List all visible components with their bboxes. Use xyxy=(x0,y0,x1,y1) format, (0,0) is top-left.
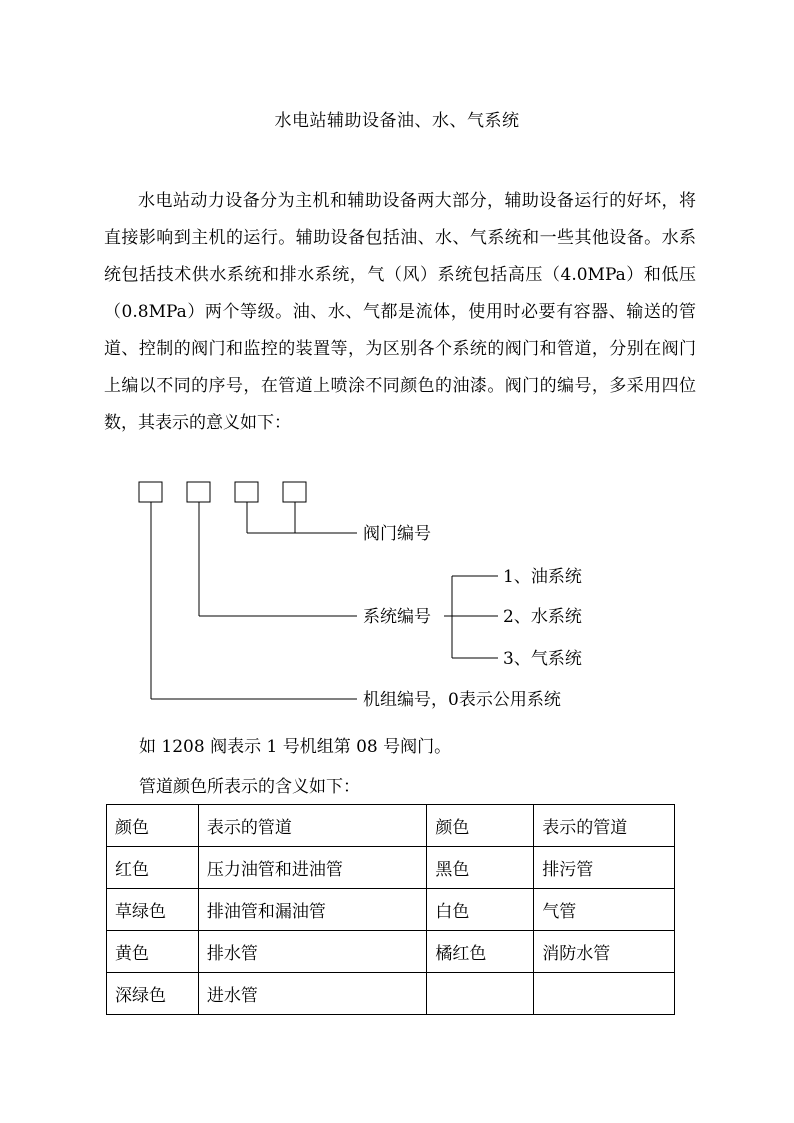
table-cell: 深绿色 xyxy=(107,973,199,1015)
example-text: 如 1208 阀表示 1 号机组第 08 号阀门。 xyxy=(139,737,452,757)
system-number-label: 系统编号 xyxy=(363,607,431,627)
table-cell: 黄色 xyxy=(107,931,199,973)
table-cell xyxy=(534,973,675,1015)
system-oil-label: 1、油系统 xyxy=(503,567,582,587)
header-cell: 表示的管道 xyxy=(198,805,427,847)
table-cell: 排污管 xyxy=(534,847,675,889)
digit-box-1 xyxy=(139,482,162,502)
table-cell: 压力油管和进油管 xyxy=(198,847,427,889)
digit-box-4 xyxy=(283,482,306,502)
table-cell: 气管 xyxy=(534,889,675,931)
table-row xyxy=(107,931,675,973)
table-cell xyxy=(427,973,534,1015)
header-cell: 颜色 xyxy=(107,805,199,847)
table-cell: 草绿色 xyxy=(107,889,199,931)
digit-box-3 xyxy=(235,482,258,502)
document-title: 水电站辅助设备油、水、气系统 xyxy=(274,111,520,131)
table-row xyxy=(107,889,675,931)
table-cell: 红色 xyxy=(107,847,199,889)
pipe-color-table xyxy=(106,804,675,1015)
system-water-label: 2、水系统 xyxy=(503,607,582,627)
table-row xyxy=(107,973,675,1015)
table-cell: 黑色 xyxy=(427,847,534,889)
table-cell: 橘红色 xyxy=(427,931,534,973)
system-air-label: 3、气系统 xyxy=(503,649,582,669)
pipe-color-intro: 管道颜色所表示的含义如下： xyxy=(139,777,360,797)
header-cell: 表示的管道 xyxy=(534,805,675,847)
table-row xyxy=(107,847,675,889)
table-cell: 消防水管 xyxy=(534,931,675,973)
table-cell: 排油管和漏油管 xyxy=(198,889,427,931)
valve-number-label: 阀门编号 xyxy=(363,524,431,544)
header-cell: 颜色 xyxy=(427,805,534,847)
table-cell: 白色 xyxy=(427,889,534,931)
digit-box-2 xyxy=(187,482,210,502)
table-cell: 进水管 xyxy=(198,973,427,1015)
table-cell: 排水管 xyxy=(198,931,427,973)
unit-number-label: 机组编号，0表示公用系统 xyxy=(363,690,561,710)
intro-paragraph: 水电站动力设备分为主机和辅助设备两大部分，辅助设备运行的好坏，将直接影响到主机的运行。辅助设备包括油、水、气系统和一些其他设备。水系统包括技术供水系统和排水系统，气（风）系统包括高压（4.0MPa）和低压（0.8MPa）两个等级。油、水、气都是流体，使用时必要有容器、输送的管道、控制的阀门和监控的装置等，为区别各个系统的阀门和管道，分别在阀门上编以不同的序号，在管道上喷涂不同颜色的油漆。阀门的编号，多采用四位数，其表示的意义如下： xyxy=(104,191,696,433)
table-header-row xyxy=(107,805,675,847)
